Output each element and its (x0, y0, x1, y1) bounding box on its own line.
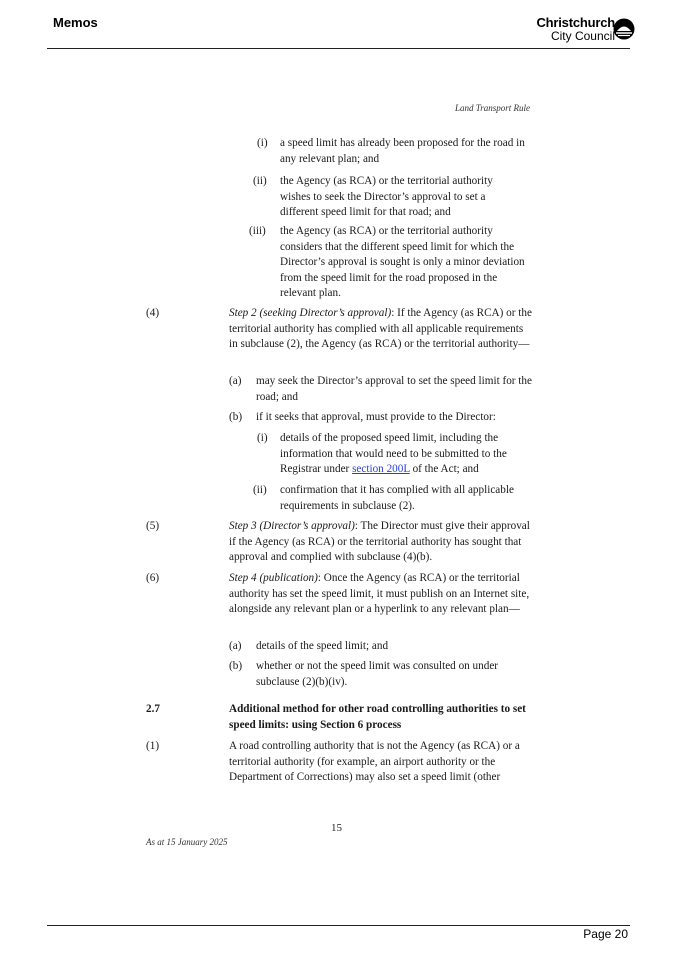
item-text: may seek the Director’s approval to set the speed limit for the road; and (256, 375, 532, 403)
clause-body: : Once the Agency (as RCA) or the territorial authority has set the speed limit, it must publish on an Internet site, alongside any relevant plan or a hyperlink to any relevant plan— (229, 572, 530, 615)
clause-heading: Step 2 (seeking Director’s approval) (229, 307, 392, 319)
page-number: Page 20 (583, 927, 628, 941)
item-text: if it seeks that approval, must provide to the Director: (256, 411, 496, 423)
council-logo-text (536, 16, 615, 43)
council-logo-icon (613, 18, 635, 40)
logo-line-2: City Council (550, 29, 615, 43)
item-text: confirmation that it has complied with all applicable requirements in subclause (2). (280, 484, 514, 512)
item-label: (i) (257, 137, 268, 149)
section-200l-link[interactable]: section 200L (352, 463, 410, 475)
memo-header-title: Memos (53, 15, 98, 30)
clause-1-text: A road controlling authority that is not the Agency (as RCA) or a territorial authority (for example, an airport authority or the Department of Corrections) may also set a speed limit (other (229, 740, 520, 783)
clause-4-text (229, 306, 534, 353)
header-divider (47, 48, 630, 49)
item-text: details of the speed limit; and (256, 640, 389, 652)
item-label: (i) (257, 432, 268, 444)
logo-line-1: Christchurch (536, 15, 615, 30)
item-text-before: details of the proposed speed limit, including the information that would need to be submitted to the Registrar under (280, 432, 507, 475)
item-text (280, 431, 532, 478)
clause-5-text (229, 519, 534, 566)
section-heading: Additional method for other road controlling authorities to set speed limits: using Section 6 process (229, 703, 526, 731)
clause-label: (1) (146, 740, 160, 752)
document-page-number: 15 (331, 822, 342, 834)
as-at-date: As at 15 January 2025 (146, 837, 228, 847)
item-label: (ii) (253, 484, 267, 496)
item-label: (a) (229, 640, 242, 652)
clause-label: (6) (146, 572, 160, 584)
item-label: (ii) (253, 175, 267, 187)
item-text-after: of the Act; and (409, 463, 479, 475)
clause-body: : If the Agency (as RCA) or the territorial authority has complied with all applicable requirements in subclause (2), the Agency (as RCA) or the territorial authority— (229, 307, 532, 350)
item-label: (b) (229, 660, 243, 672)
running-head: Land Transport Rule (454, 103, 530, 113)
item-text: whether or not the speed limit was consulted on under subclause (2)(b)(iv). (256, 660, 499, 688)
item-label: (b) (229, 411, 243, 423)
section-number: 2.7 (146, 703, 160, 715)
item-text: the Agency (as RCA) or the territorial authority wishes to seek the Director’s approval to set a different speed limit for that road; and (280, 175, 493, 218)
clause-6-text (229, 571, 534, 618)
clause-body: : The Director must give their approval if the Agency (as RCA) or the territorial authority has sought that approval and complied with subclause (4)(b). (229, 520, 530, 563)
clause-label: (5) (146, 520, 160, 532)
item-label: (a) (229, 375, 242, 387)
clause-label: (4) (146, 307, 160, 319)
clause-heading: Step 3 (Director’s approval) (229, 520, 355, 532)
footer-divider (47, 925, 630, 926)
item-text: a speed limit has already been proposed for the road in any relevant plan; and (280, 137, 525, 165)
item-label: (iii) (249, 225, 266, 237)
clause-heading: Step 4 (publication) (229, 572, 318, 584)
item-text: the Agency (as RCA) or the territorial authority considers that the different speed limit for which the Director’s approval is sought is only a minor deviation from the speed limit for the road proposed in the relevant plan. (280, 225, 525, 299)
